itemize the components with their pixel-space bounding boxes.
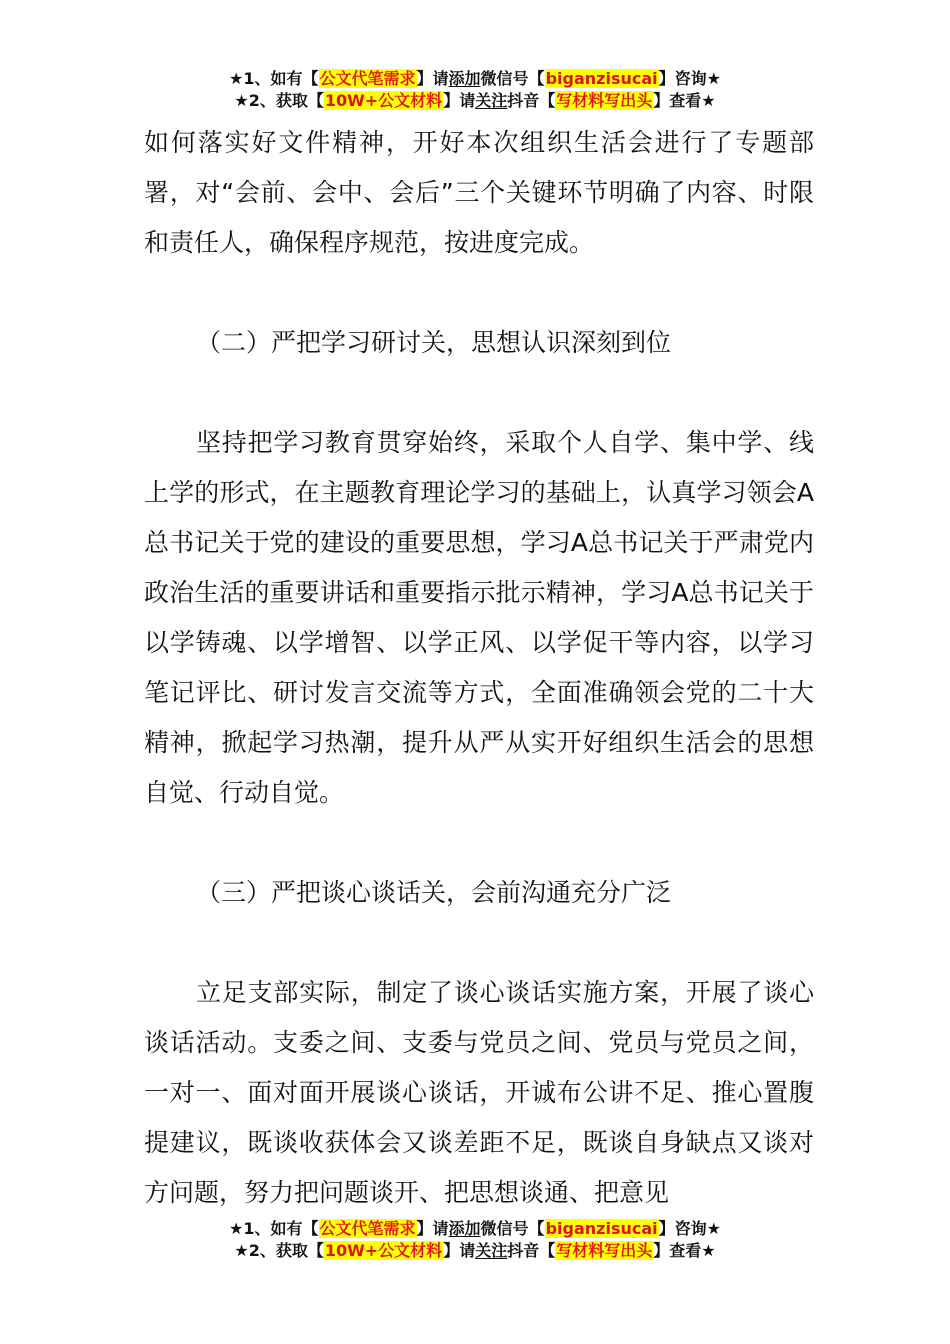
document-body <box>144 118 814 1218</box>
paragraph-2: 坚持把学习教育贯穿始终，采取个人自学、集中学、线上学的形式，在主题教育理论学习的基础上，认真学习领会A总书记关于党的建设的重要思想，学习A总书记关于严肃党内政治生活的重要讲话和重要指示批示精神，学习A总书记关于以学铸魂、以学增智、以学正风、以学促干等内容，以学习笔记评比、研讨发言交流等方式，全面准确领会党的二十大精神，掀起学习热潮，提升从严从实开好组织生活会的思想自觉、行动自觉。 <box>144 428 814 807</box>
section-heading-3: （三）严把谈心谈话关，会前沟通充分广泛 <box>196 878 672 907</box>
paragraph-continued: 如何落实好文件精神，开好本次组织生活会进行了专题部署，对“会前、会中、会后”三个关键环节明确了内容、时限和责任人，确保程序规范，按进度完成。 <box>144 128 814 257</box>
promo-line-1: ★1、如有【公文代笔需求】请添加微信号【biganzisucai】咨询★ <box>229 69 721 88</box>
promo-banner-top <box>0 68 950 112</box>
promo-line-1: ★1、如有【公文代笔需求】请添加微信号【biganzisucai】咨询★ <box>229 1219 721 1238</box>
wechat-id-highlight: biganzisucai <box>545 69 658 88</box>
promo-line-2: ★2、获取【10W+公文材料】请关注抖音【写材料写出头】查看★ <box>234 91 716 110</box>
promo-highlight: 公文代笔需求 <box>319 69 416 88</box>
promo-highlight: 公文代笔需求 <box>319 1219 416 1238</box>
promo-highlight: 10W+公文材料 <box>324 91 443 110</box>
paragraph-3: 立足支部实际，制定了谈心谈话实施方案，开展了谈心谈话活动。支委之间、支委与党员之间、党员与党员之间，一对一、面对面开展谈心谈话，开诚布公讲不足、推心置腹提建议，既谈收获体会又谈差距不足，既谈自身缺点又谈对方问题，努力把问题谈开、把思想谈通、把意见 <box>144 978 814 1207</box>
section-heading-2: （二）严把学习研讨关，思想认识深刻到位 <box>196 328 672 357</box>
promo-highlight: 10W+公文材料 <box>324 1241 443 1260</box>
douyin-id-highlight: 写材料写出头 <box>556 1241 653 1260</box>
douyin-id-highlight: 写材料写出头 <box>556 91 653 110</box>
promo-banner-bottom <box>0 1218 950 1262</box>
wechat-id-highlight: biganzisucai <box>545 1219 658 1238</box>
promo-line-2: ★2、获取【10W+公文材料】请关注抖音【写材料写出头】查看★ <box>234 1241 716 1260</box>
